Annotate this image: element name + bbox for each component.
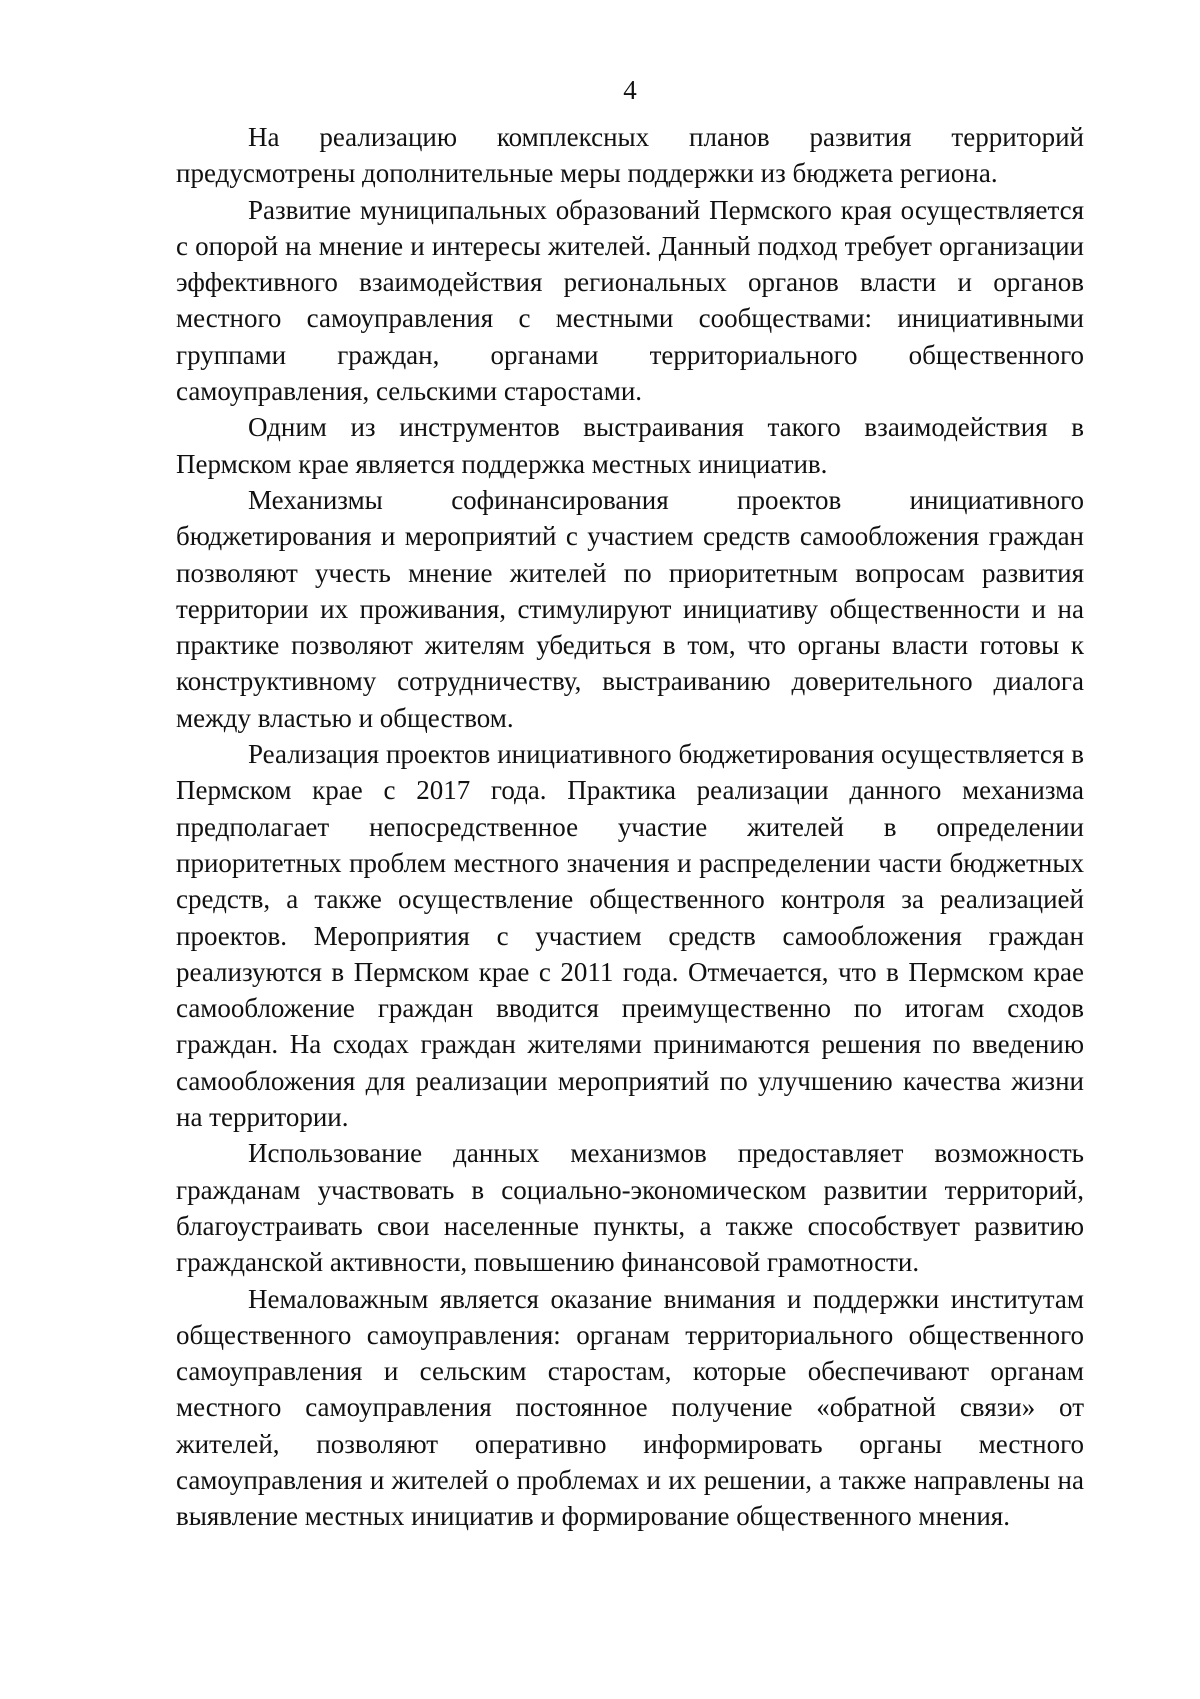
paragraph-5: Реализация проектов инициативного бюджетирования осуществляется в Пермском крае с 2017 года. Практика реализации данного механизма предполагает непосредственное участие жителей в определении приоритетных проблем местного значения и распределении части бюджетных средств, а также осуществление общественного контроля за реализацией проектов. Мероприятия с участием средств самообложения граждан реализуются в Пермском крае с 2011 года. Отмечается, что в Пермском крае самообложение граждан вводится преимущественно по итогам сходов граждан. На сходах граждан жителями принимаются решения по введению самообложения для реализации мероприятий по улучшению качества жизни на территории. bbox=[176, 739, 1084, 1133]
paragraph-4: Механизмы софинансирования проектов инициативного бюджетирования и мероприятий с участием средств самообложения граждан позволяют учесть мнение жителей по приоритетным вопросам развития территории их проживания, стимулируют инициативу общественности и на практике позволяют жителям убедиться в том, что органы власти готовы к конструктивному сотрудничеству, выстраиванию доверительного диалога между властью и обществом. bbox=[176, 484, 1084, 733]
paragraph-3: Одним из инструментов выстраивания такого взаимодействия в Пермском крае является поддержка местных инициатив. bbox=[176, 412, 1084, 479]
paragraph-1: На реализацию комплексных планов развития территорий предусмотрены дополнительные меры поддержки из бюджета региона. bbox=[176, 122, 1084, 189]
document-body bbox=[176, 119, 1084, 1535]
page-number: 4 bbox=[623, 75, 637, 105]
paragraph-7: Немаловажным является оказание внимания и поддержки институтам общественного самоуправления: органам территориального общественного самоуправления и сельским старостам, которые обеспечивают органам местного самоуправления постоянное получение «обратной связи» от жителей, позволяют оперативно информировать органы местного самоуправления и жителей о проблемах и их решении, а также направлены на выявление местных инициатив и формирование общественного мнения. bbox=[176, 1283, 1084, 1532]
paragraph-2: Развитие муниципальных образований Пермского края осуществляется с опорой на мнение и интересы жителей. Данный подход требует организации эффективного взаимодействия региональных органов власти и органов местного самоуправления с местными сообществами: инициативными группами граждан, органами территориального общественного самоуправления, сельскими старостами. bbox=[176, 194, 1084, 407]
paragraph-6: Использование данных механизмов предоставляет возможность гражданам участвовать в социально-экономическом развитии территорий, благоустраивать свои населенные пункты, а также способствует развитию гражданской активности, повышению финансовой грамотности. bbox=[176, 1138, 1084, 1278]
